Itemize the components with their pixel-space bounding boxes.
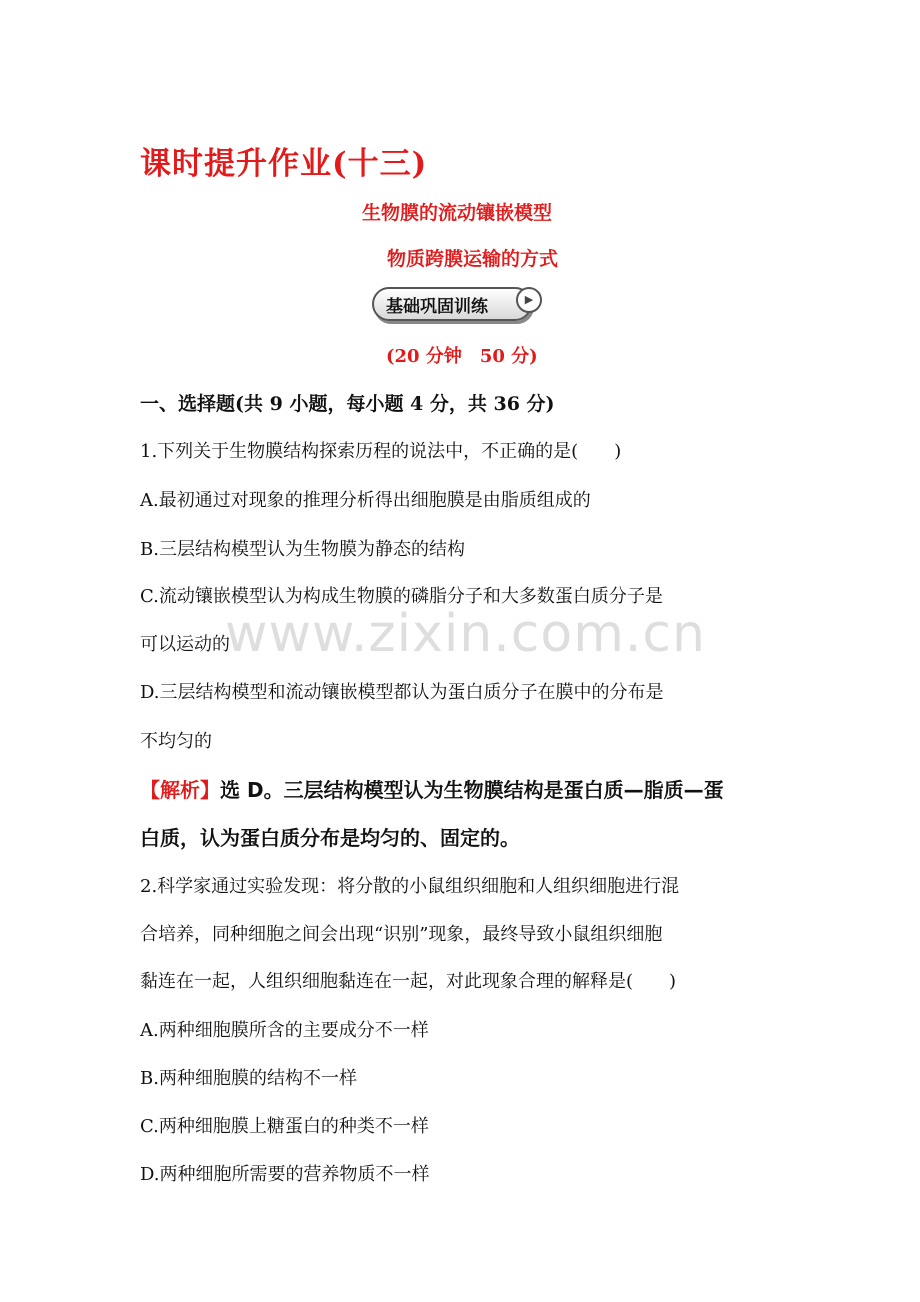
analysis-text: 选 D。三层结构模型认为生物膜结构是蛋白质—脂质—蛋 xyxy=(220,778,724,802)
analysis-tag: 【解析】 xyxy=(140,778,220,802)
section-title: 一、选择题(共 9 小题，每小题 4 分，共 36 分) xyxy=(140,393,555,415)
q1-stem: 1.下列关于生物膜结构探索历程的说法中，不正确的是( ) xyxy=(140,441,622,462)
watermark: www.zixin.com.cn xyxy=(225,604,706,664)
q2-option-d: D.两种细胞所需要的营养物质不一样 xyxy=(140,1164,430,1185)
time-score-info: (20 分钟 50 分) xyxy=(386,346,538,367)
q1-option-a: A.最初通过对现象的推理分析得出细胞膜是由脂质组成的 xyxy=(140,490,591,511)
q2-stem-line1: 2.科学家通过实验发现：将分散的小鼠组织细胞和人组织细胞进行混 xyxy=(140,876,680,897)
q1-option-d-line2: 不均匀的 xyxy=(140,731,212,752)
q1-option-c-line1: C.流动镶嵌模型认为构成生物膜的磷脂分子和大多数蛋白质分子是 xyxy=(140,586,663,607)
q1-option-d-line1: D.三层结构模型和流动镶嵌模型都认为蛋白质分子在膜中的分布是 xyxy=(140,682,664,703)
subtitle-membrane-model: 生物膜的流动镶嵌模型 xyxy=(362,202,553,224)
q1-analysis-line1 xyxy=(140,774,790,803)
q2-option-a: A.两种细胞膜所含的主要成分不一样 xyxy=(140,1020,429,1041)
q2-option-b: B.两种细胞膜的结构不一样 xyxy=(140,1068,357,1089)
page-title: 课时提升作业(十三) xyxy=(140,146,428,182)
training-badge xyxy=(372,287,532,321)
q2-option-c: C.两种细胞膜上糖蛋白的种类不一样 xyxy=(140,1116,429,1137)
q1-option-c-line2: 可以运动的 xyxy=(140,634,230,655)
training-badge-label: 基础巩固训练 xyxy=(386,296,488,317)
play-icon: ▶ xyxy=(516,287,542,313)
q1-analysis-line2: 白质，认为蛋白质分布是均匀的、固定的。 xyxy=(140,826,520,850)
q2-stem-line3: 黏连在一起，人组织细胞黏连在一起，对此现象合理的解释是( ) xyxy=(140,971,677,992)
q2-stem-line2: 合培养，同种细胞之间会出现“识别”现象，最终导致小鼠组织细胞 xyxy=(140,924,663,945)
subtitle-transport: 物质跨膜运输的方式 xyxy=(387,248,559,270)
q1-option-b: B.三层结构模型认为生物膜为静态的结构 xyxy=(140,539,465,560)
